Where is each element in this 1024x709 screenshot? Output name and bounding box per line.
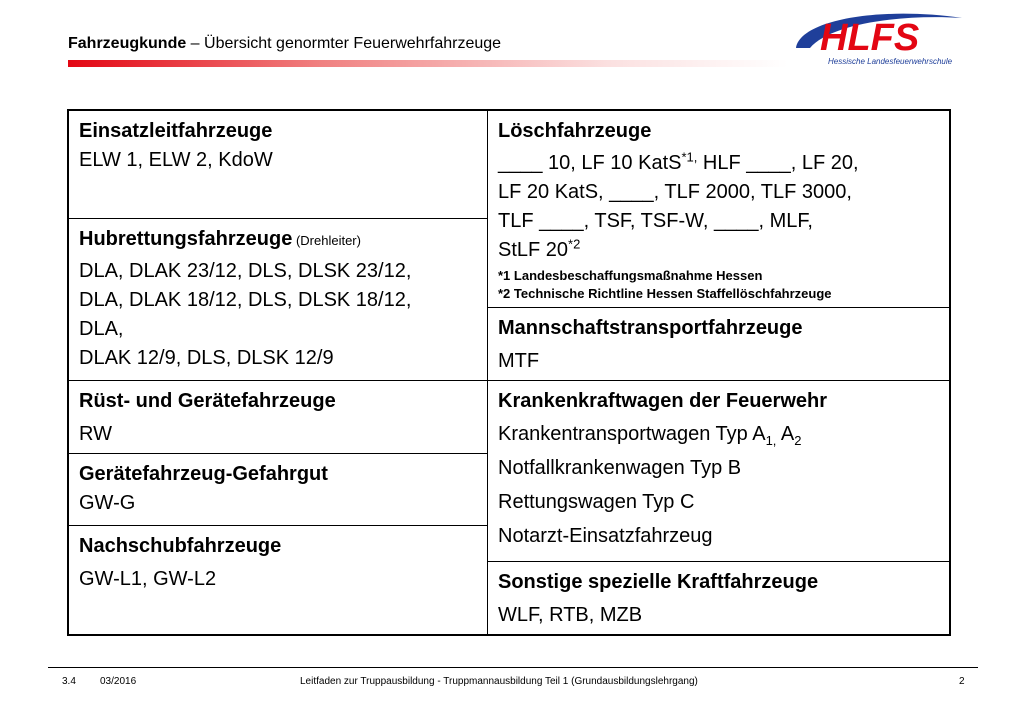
cell-line: LF 20 KatS, ____, TLF 2000, TLF 3000, xyxy=(498,181,852,203)
hlfs-logo xyxy=(790,8,970,68)
cell-line xyxy=(498,149,939,178)
cell-line: DLA, xyxy=(79,317,124,340)
cell-body: RW xyxy=(79,423,112,445)
cell-text: A xyxy=(776,423,795,445)
cell-body: ELW 1, ELW 2, KdoW xyxy=(79,149,273,171)
cell-einsatzleitfahrzeuge xyxy=(68,110,488,218)
logo-subtitle: Hessische Landesfeuerwehrschule xyxy=(828,57,953,66)
vehicle-overview-table xyxy=(67,109,951,636)
cell-body: GW-L1, GW-L2 xyxy=(79,568,217,590)
cell-line xyxy=(498,420,939,449)
cell-text: StLF 20 xyxy=(498,239,569,261)
subscript: 2 xyxy=(794,433,802,448)
footer-version: 3.4 xyxy=(62,676,76,687)
cell-line: TLF ____, TSF, TSF-W, ____, MLF, xyxy=(498,210,813,232)
cell-ruestfahrzeuge xyxy=(68,381,488,454)
page-title-bold: Fahrzeugkunde xyxy=(68,35,187,52)
footnote-1: *1 Landesbeschaffungsmaßnahme Hessen xyxy=(498,268,763,283)
footnote-ref: *2 xyxy=(568,236,581,252)
cell-body: MTF xyxy=(498,350,540,372)
cell-heading: Gerätefahrzeug-Gefahrgut xyxy=(79,463,328,485)
cell-hubrettungsfahrzeuge xyxy=(68,218,488,381)
logo-text: HLFS xyxy=(820,17,920,59)
footnote-2: *2 Technische Richtline Hessen Staffellöschfahrzeuge xyxy=(498,286,832,301)
cell-line: Notfallkrankenwagen Typ B xyxy=(498,457,742,479)
cell-heading: Sonstige spezielle Kraftfahrzeuge xyxy=(498,571,819,593)
cell-mannschaftstransportfahrzeuge xyxy=(488,308,951,381)
footer-date: 03/2016 xyxy=(100,676,137,687)
cell-line: Notarzt-Einsatzfahrzeug xyxy=(498,525,713,547)
cell-line: DLAK 12/9, DLS, DLSK 12/9 xyxy=(79,346,334,369)
cell-geraetefahrzeug-gefahrgut xyxy=(68,454,488,526)
page-title xyxy=(68,35,501,53)
cell-text: ____ 10, LF 10 KatS xyxy=(498,152,682,174)
cell-line: DLA, DLAK 18/12, DLS, DLSK 18/12, xyxy=(79,288,412,311)
cell-heading: Rüst- und Gerätefahrzeuge xyxy=(79,390,336,412)
cell-heading: Einsatzleitfahrzeuge xyxy=(79,120,273,142)
page-title-rest: – Übersicht genormter Feuerwehrfahrzeuge xyxy=(186,35,502,52)
cell-heading: Krankenkraftwagen der Feuerwehr xyxy=(498,390,827,412)
cell-krankenkraftwagen xyxy=(488,381,951,562)
footer-text: Leitfaden zur Truppausbildung - Truppmannausbildung Teil 1 (Grundausbildungslehrgang) xyxy=(300,676,698,687)
cell-line: Rettungswagen Typ C xyxy=(498,491,695,513)
cell-line xyxy=(498,236,939,265)
cell-body: GW-G xyxy=(79,492,136,514)
page-number: 2 xyxy=(959,676,965,687)
cell-body: WLF, RTB, MZB xyxy=(498,604,643,626)
cell-heading: Nachschubfahrzeuge xyxy=(79,535,282,557)
footnote-ref: *1, xyxy=(681,149,698,165)
cell-sonstige-kraftfahrzeuge xyxy=(488,562,951,636)
header-accent-bar xyxy=(68,60,788,67)
cell-heading-text: Hubrettungsfahrzeuge xyxy=(79,227,293,250)
cell-text: HLF ____, LF 20, xyxy=(697,152,859,174)
subscript: 1, xyxy=(765,433,777,448)
cell-text: Krankentransportwagen Typ A xyxy=(498,423,766,445)
cell-line: DLA, DLAK 23/12, DLS, DLSK 23/12, xyxy=(79,259,412,282)
cell-loeschfahrzeuge xyxy=(488,110,951,308)
cell-heading: Mannschaftstransportfahrzeuge xyxy=(498,317,803,339)
cell-nachschubfahrzeuge xyxy=(68,526,488,636)
cell-heading xyxy=(79,225,477,255)
footer-divider xyxy=(48,667,978,668)
cell-heading: Löschfahrzeuge xyxy=(498,120,652,142)
cell-heading-note: (Drehleiter) xyxy=(292,232,361,248)
